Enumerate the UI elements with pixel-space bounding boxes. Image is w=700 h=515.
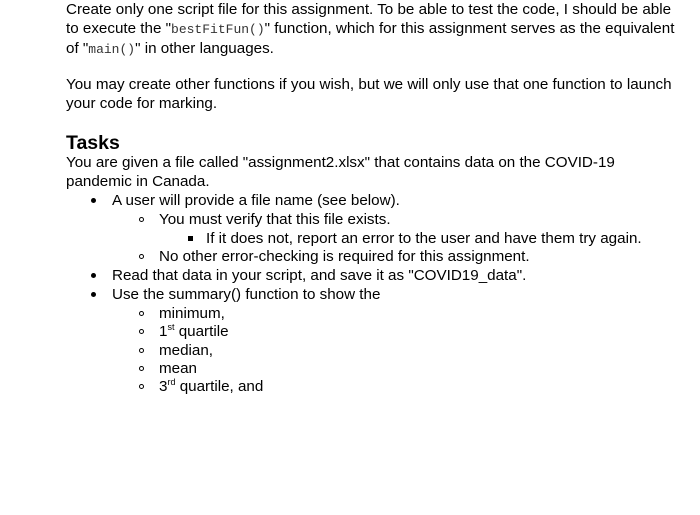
tasks-heading: Tasks (66, 132, 120, 154)
list-item: mean (159, 360, 197, 377)
list-item: Read that data in your script, and save it as "COVID19_data". (112, 267, 527, 284)
list-item: 3rd quartile, and (159, 377, 264, 395)
circle-bullet (139, 217, 144, 222)
circle-bullet (139, 311, 144, 316)
circle-bullet (139, 366, 144, 371)
list-item: Use the summary() function to show the (112, 286, 381, 303)
list-item: minimum, (159, 305, 225, 322)
list-item: A user will provide a file name (see below). (112, 192, 400, 209)
circle-bullet (139, 329, 144, 334)
tasks-intro-paragraph: You are given a file called "assignment2.xlsx" that contains data on the COVID-19 pandemic in Canada. (66, 154, 615, 190)
square-bullet (188, 236, 193, 241)
disc-bullet (91, 292, 96, 297)
disc-bullet (91, 198, 96, 203)
function-name-code: bestFitFun() (171, 22, 265, 37)
circle-bullet (139, 348, 144, 353)
list-item: 1st quartile (159, 322, 229, 340)
disc-bullet (91, 273, 96, 278)
list-item: median, (159, 342, 214, 359)
note-paragraph: You may create other functions if you wish, but we will only use that one function to launch your code for marking. (66, 76, 672, 112)
main-function-code: main() (88, 42, 136, 57)
intro-paragraph: Create only one script file for this assignment. To be able to test the code, I should be able to execute the "bestFitFun()" function, which for this assignment serves as the equivalent of "main()" in other languages. (66, 1, 675, 57)
list-item: No other error-checking is required for this assignment. (159, 248, 530, 265)
list-item: You must verify that this file exists. (159, 211, 391, 228)
circle-bullet (139, 384, 144, 389)
list-item: If it does not, report an error to the user and have them try again. (206, 230, 642, 247)
circle-bullet (139, 254, 144, 259)
